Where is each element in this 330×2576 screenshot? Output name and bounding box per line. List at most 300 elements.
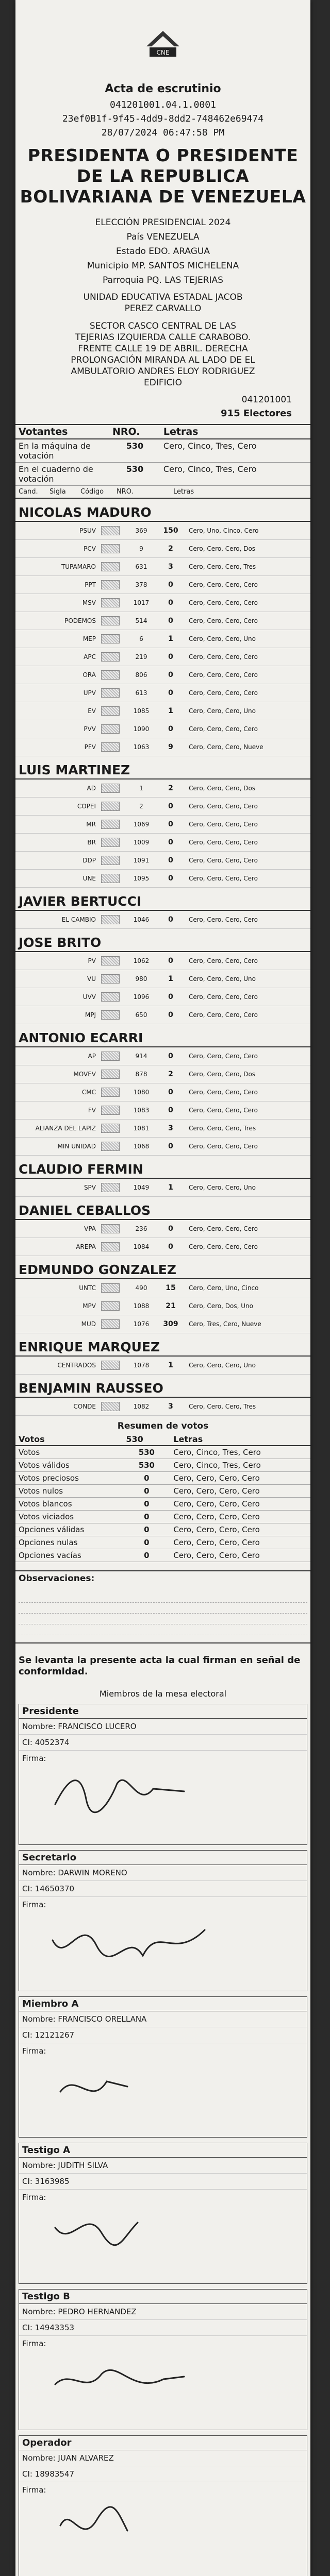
party-logo-icon (101, 670, 120, 680)
handwritten-signature-icon (50, 2056, 215, 2123)
member-role: Presidente (19, 1704, 307, 1719)
party-acronym: COPEI (77, 803, 96, 810)
table-row (15, 1536, 310, 1549)
party-votes-letters: Cero, Cero, Cero, Cero (189, 875, 258, 882)
party-row (15, 870, 310, 888)
party-logo-icon (101, 1010, 120, 1020)
party-acronym: ORA (82, 671, 96, 679)
member-role: Testigo B (19, 2290, 307, 2304)
voters-nro-header: NRO. (109, 425, 160, 439)
party-row (15, 666, 310, 684)
party-votes: 9 (168, 743, 173, 751)
party-acronym: VU (87, 975, 96, 982)
member-block (19, 2435, 307, 2576)
candidates-list (15, 503, 310, 1416)
party-votes-letters: Cero, Cero, Cero, Cero (189, 803, 258, 810)
conformity-statement: Se levanta la presente acta la cual firman en señal de conformidad. (19, 1655, 301, 1677)
logo-area (15, 0, 310, 77)
candidate-name: ANTONIO ECARRI (15, 1028, 310, 1047)
signature-label: Firma: (22, 2339, 46, 2348)
table-row (15, 1472, 310, 1485)
party-code: 1083 (133, 1107, 150, 1114)
summary-body (15, 1446, 310, 1562)
summary-nro: 0 (123, 1523, 170, 1536)
acta-datetime: 28/07/2024 06:47:58 PM (101, 127, 225, 138)
party-votes-letters: Cero, Uno, Cinco, Cero (189, 527, 259, 534)
state: Estado EDO. ARAGUA (116, 246, 210, 257)
member-block (19, 1850, 307, 1991)
party-code: 1082 (133, 1403, 150, 1410)
party-row (15, 522, 310, 540)
summary-letters: Cero, Cinco, Tres, Cero (170, 1459, 310, 1472)
signature-label: Firma: (22, 1754, 46, 1763)
party-code: 514 (135, 617, 147, 624)
election-name: ELECCIÓN PRESIDENCIAL 2024 (95, 217, 231, 228)
party-row (15, 558, 310, 576)
party-row (15, 720, 310, 738)
party-acronym: BR (87, 839, 96, 846)
party-acronym: ALIANZA DEL LAPIZ (35, 1125, 96, 1132)
party-row (15, 1297, 310, 1315)
party-votes: 3 (168, 1124, 173, 1132)
header (15, 82, 310, 419)
party-logo-icon (101, 1183, 120, 1192)
party-acronym: DDP (82, 857, 96, 864)
party-logo-icon (101, 742, 120, 752)
party-votes-letters: Cero, Cero, Cero, Tres (189, 563, 256, 570)
party-row (15, 540, 310, 558)
party-logo-icon (101, 856, 120, 865)
member-id: CI: 3163985 (19, 2174, 307, 2190)
country: País VENEZUELA (126, 232, 200, 242)
party-row (15, 612, 310, 630)
member-role: Testigo A (19, 2143, 307, 2158)
voters-label: En la máquina de votación (15, 439, 109, 463)
party-votes-letters: Cero, Cero, Cero, Dos (189, 545, 256, 552)
party-acronym: EV (88, 707, 96, 715)
summary-letters: Cero, Cero, Cero, Cero (170, 1485, 310, 1498)
member-signature-area (19, 2190, 307, 2283)
party-votes: 0 (168, 993, 173, 1001)
party-votes: 150 (163, 527, 178, 535)
party-votes-letters: Cero, Cero, Cero, Cero (189, 993, 258, 1001)
summary-nro: 0 (123, 1485, 170, 1498)
handwritten-signature-icon (50, 1763, 215, 1830)
party-acronym: UVV (82, 993, 96, 1001)
party-votes-letters: Cero, Cero, Cero, Cero (189, 725, 258, 733)
party-acronym: PCV (84, 545, 96, 552)
member-name: Nombre: JUAN ALVAREZ (19, 2450, 307, 2466)
party-acronym: PVV (84, 725, 96, 733)
party-votes-letters: Cero, Cero, Cero, Cero (189, 1243, 258, 1250)
party-row (15, 1138, 310, 1156)
party-votes-letters: Cero, Cero, Cero, Cero (189, 689, 258, 697)
party-row (15, 1220, 310, 1238)
party-row (15, 911, 310, 929)
party-row (15, 988, 310, 1006)
party-votes-letters: Cero, Cero, Cero, Cero (189, 671, 258, 679)
candidate-name: BENJAMIN RAUSSEO (15, 1379, 310, 1398)
party-code: 236 (135, 1225, 147, 1232)
summary-letters: Cero, Cero, Cero, Cero (170, 1523, 310, 1536)
cne-logo-icon (141, 26, 185, 62)
summary-letters: Cero, Cinco, Tres, Cero (170, 1446, 310, 1459)
party-code: 1017 (133, 599, 150, 606)
party-code: 2 (139, 803, 143, 810)
member-signature-area (19, 2043, 307, 2137)
party-code: 1068 (133, 1143, 150, 1150)
member-name: Nombre: DARWIN MORENO (19, 1865, 307, 1881)
voting-center: UNIDAD EDUCATIVA ESTADAL JACOB PEREZ CARVALLO (83, 292, 243, 314)
party-code: 219 (135, 653, 147, 660)
acta-code: 041201001.04.1.0001 (110, 99, 216, 110)
party-logo-icon (101, 598, 120, 607)
party-votes-letters: Cero, Cero, Cero, Cero (189, 1011, 258, 1019)
party-votes: 0 (168, 802, 173, 810)
party-logo-icon (101, 1224, 120, 1233)
receipt-paper (15, 0, 310, 2576)
summary-label: Opciones nulas (15, 1536, 123, 1549)
party-votes: 15 (166, 1284, 176, 1292)
party-row (15, 738, 310, 756)
party-votes-letters: Cero, Cero, Cero, Uno (189, 1362, 256, 1369)
summary-label: Votos válidos (15, 1459, 123, 1472)
party-acronym: PFV (84, 743, 96, 751)
party-acronym: MSV (82, 599, 96, 606)
party-votes-letters: Cero, Cero, Cero, Cero (189, 653, 258, 660)
candidate-name: NICOLAS MADURO (15, 503, 310, 522)
summary-nro: 0 (123, 1472, 170, 1485)
party-logo-icon (101, 974, 120, 984)
party-row (15, 834, 310, 852)
observations-lines (19, 1592, 307, 1635)
party-votes: 0 (168, 1011, 173, 1019)
party-votes: 1 (168, 1183, 173, 1192)
party-code: 1081 (133, 1125, 150, 1132)
summary-letters: Cero, Cero, Cero, Cero (170, 1498, 310, 1511)
party-logo-icon (101, 1106, 120, 1115)
party-logo-icon (101, 526, 120, 535)
handwritten-signature-icon (50, 1909, 215, 1976)
municipality: Municipio MP. SANTOS MICHELENA (87, 261, 239, 271)
party-code: 613 (135, 689, 147, 697)
candidate-name: EDMUNDO GONZALEZ (15, 1260, 310, 1279)
party-acronym: PSUV (79, 527, 96, 534)
parish: Parroquia PQ. LAS TEJERIAS (103, 275, 223, 285)
party-code: 1062 (133, 957, 150, 964)
party-votes-letters: Cero, Cero, Cero, Dos (189, 1071, 256, 1078)
party-logo-icon (101, 1301, 120, 1311)
party-row (15, 798, 310, 816)
party-votes-letters: Cero, Cero, Cero, Uno (189, 635, 256, 642)
signature-label: Firma: (22, 2193, 46, 2202)
party-row (15, 1279, 310, 1297)
voters-letters-header: Letras (160, 425, 310, 439)
party-votes-letters: Cero, Cero, Cero, Cero (189, 581, 258, 588)
col-letras: Letras (173, 488, 194, 496)
party-logo-icon (101, 1070, 120, 1079)
voters-table (15, 424, 310, 486)
party-votes-letters: Cero, Cero, Cero, Cero (189, 957, 258, 964)
party-acronym: MUD (81, 1320, 96, 1328)
voters-nro: 530 (109, 439, 160, 463)
member-name: Nombre: FRANCISCO LUCERO (19, 1719, 307, 1735)
party-code: 980 (135, 975, 147, 982)
party-row (15, 1047, 310, 1065)
party-logo-icon (101, 1402, 120, 1411)
summary-label: Votos nulos (15, 1485, 123, 1498)
party-code: 1 (139, 785, 143, 792)
party-logo-icon (101, 915, 120, 924)
candidate-name: LUIS MARTINEZ (15, 760, 310, 779)
voters-letters: Cero, Cinco, Tres, Cero (160, 439, 310, 463)
party-votes: 2 (168, 545, 173, 553)
party-row (15, 630, 310, 648)
col-sigla: Sigla (50, 488, 66, 496)
party-votes-letters: Cero, Cero, Cero, Dos (189, 785, 256, 792)
party-votes: 21 (166, 1302, 176, 1310)
party-acronym: AP (88, 1053, 96, 1060)
party-code: 1091 (133, 857, 150, 864)
party-code: 1090 (133, 725, 150, 733)
party-row (15, 1357, 310, 1375)
table-row (15, 1549, 310, 1562)
party-acronym: AREPA (76, 1243, 96, 1250)
party-acronym: UNTC (79, 1284, 96, 1292)
party-acronym: EL CAMBIO (61, 916, 96, 923)
party-logo-icon (101, 706, 120, 716)
party-votes-letters: Cero, Cero, Cero, Cero (189, 1053, 258, 1060)
party-votes: 309 (163, 1320, 178, 1328)
party-row (15, 852, 310, 870)
summary-label: Votos preciosos (15, 1472, 123, 1485)
summary-letters: Cero, Cero, Cero, Cero (170, 1549, 310, 1562)
party-acronym: TUPAMARO (61, 563, 96, 570)
party-code: 1046 (133, 916, 150, 923)
party-logo-icon (101, 634, 120, 643)
candidate-name: ENRIQUE MARQUEZ (15, 1337, 310, 1357)
party-acronym: APC (84, 653, 96, 660)
member-role: Miembro A (19, 1997, 307, 2011)
party-votes: 0 (168, 581, 173, 589)
party-code: 1078 (133, 1362, 150, 1369)
party-code: 1049 (133, 1184, 150, 1191)
party-row (15, 1315, 310, 1333)
party-logo-icon (101, 688, 120, 698)
party-code: 1095 (133, 875, 150, 882)
center-code: 041201001 (241, 395, 292, 405)
member-role: Secretario (19, 1851, 307, 1865)
party-votes-letters: Cero, Cero, Cero, Cero (189, 1225, 258, 1232)
party-votes-letters: Cero, Cero, Dos, Uno (189, 1302, 253, 1310)
party-votes: 1 (168, 1361, 173, 1369)
party-votes-letters: Cero, Cero, Cero, Nueve (189, 743, 263, 751)
col-cand: Cand. (19, 488, 38, 496)
party-logo-icon (101, 820, 120, 829)
party-votes: 0 (168, 874, 173, 883)
signature-label: Firma: (22, 2485, 46, 2495)
table-row (15, 1446, 310, 1459)
party-row (15, 952, 310, 970)
party-votes: 0 (168, 689, 173, 697)
party-logo-icon (101, 1242, 120, 1251)
voters-nro: 530 (109, 463, 160, 486)
member-name: Nombre: PEDRO HERNANDEZ (19, 2304, 307, 2320)
voters-col-header: Votantes (15, 425, 109, 439)
table-row (15, 439, 310, 463)
candidate-name: JOSE BRITO (15, 933, 310, 952)
member-signature-area (19, 1751, 307, 1844)
party-code: 9 (139, 545, 143, 552)
party-row (15, 1398, 310, 1416)
summary-nro: 0 (123, 1536, 170, 1549)
member-name: Nombre: JUDITH SILVA (19, 2158, 307, 2174)
party-votes-letters: Cero, Cero, Cero, Tres (189, 1125, 256, 1132)
table-row (15, 1459, 310, 1472)
party-votes: 0 (168, 599, 173, 607)
member-signature-area (19, 2336, 307, 2430)
party-votes-letters: Cero, Cero, Uno, Cinco (189, 1284, 259, 1292)
member-id: CI: 12121267 (19, 2027, 307, 2043)
member-signature-area (19, 2482, 307, 2576)
party-logo-icon (101, 580, 120, 589)
party-votes: 0 (168, 671, 173, 679)
party-logo-icon (101, 652, 120, 662)
party-acronym: SPV (84, 1184, 96, 1191)
member-block (19, 1996, 307, 2138)
party-logo-icon (101, 784, 120, 793)
party-code: 806 (135, 671, 147, 679)
party-logo-icon (101, 724, 120, 734)
voters-letters: Cero, Cinco, Tres, Cero (160, 463, 310, 486)
party-code: 1096 (133, 993, 150, 1001)
party-row (15, 1120, 310, 1138)
party-row (15, 1065, 310, 1083)
summary-nro: 530 (123, 1446, 170, 1459)
party-acronym: FV (88, 1107, 96, 1114)
party-code: 490 (135, 1284, 147, 1292)
party-logo-icon (101, 616, 120, 625)
party-votes-letters: Cero, Tres, Cero, Nueve (189, 1320, 261, 1328)
party-code: 631 (135, 563, 147, 570)
observations-label: Observaciones: (19, 1573, 95, 1584)
observations-box (15, 1570, 310, 1643)
party-row (15, 1101, 310, 1120)
party-votes: 0 (168, 838, 173, 846)
col-codigo: Código (80, 488, 104, 496)
candidate-name: DANIEL CEBALLOS (15, 1201, 310, 1220)
party-acronym: PODEMOS (64, 617, 96, 624)
party-votes: 0 (168, 1142, 173, 1150)
summary-title: Resumen de votos (117, 1421, 209, 1431)
party-acronym: AD (87, 785, 96, 792)
party-logo-icon (101, 1124, 120, 1133)
party-acronym: PPT (85, 581, 96, 588)
party-votes-letters: Cero, Cero, Cero, Cero (189, 916, 258, 923)
party-row (15, 1238, 310, 1256)
receipt (15, 0, 310, 2576)
summary-letters: Cero, Cero, Cero, Cero (170, 1511, 310, 1523)
party-acronym: MR (86, 821, 96, 828)
table-row (15, 1498, 310, 1511)
party-votes: 1 (168, 635, 173, 643)
party-acronym: MPV (82, 1302, 96, 1310)
summary-nro: 0 (123, 1498, 170, 1511)
party-row (15, 816, 310, 834)
party-logo-icon (101, 1361, 120, 1370)
election-office: PRESIDENTA O PRESIDENTE DE LA REPUBLICA BOLIVARIANA DE VENEZUELA (20, 145, 306, 207)
svg-text:CNE: CNE (156, 49, 170, 56)
member-block (19, 2143, 307, 2284)
party-votes: 1 (168, 975, 173, 983)
party-acronym: CENTRADOS (57, 1362, 96, 1369)
member-id: CI: 4052374 (19, 1735, 307, 1751)
summary-label: Opciones vacías (15, 1549, 123, 1562)
handwritten-signature-icon (50, 2348, 215, 2415)
party-votes: 0 (168, 1225, 173, 1233)
party-votes-letters: Cero, Cero, Cero, Cero (189, 1143, 258, 1150)
signature-label: Firma: (22, 2046, 46, 2056)
party-acronym: MPJ (85, 1011, 96, 1019)
party-votes-letters: Cero, Cero, Cero, Cero (189, 1089, 258, 1096)
party-votes: 0 (168, 1052, 173, 1060)
party-acronym: VPA (84, 1225, 96, 1232)
party-row (15, 594, 310, 612)
candidate-name: CLAUDIO FERMIN (15, 1160, 310, 1179)
party-acronym: UPV (83, 689, 96, 697)
party-code: 6 (139, 635, 143, 642)
summary-letters: Cero, Cero, Cero, Cero (170, 1536, 310, 1549)
summary-label: Opciones válidas (15, 1523, 123, 1536)
party-acronym: CONDE (73, 1403, 96, 1410)
table-row (15, 1485, 310, 1498)
party-code: 1080 (133, 1089, 150, 1096)
summary-col-votos: Votos (15, 1433, 123, 1446)
party-acronym: MIN UNIDAD (57, 1143, 96, 1150)
party-acronym: UNE (82, 875, 96, 882)
members-title: Miembros de la mesa electoral (99, 1689, 227, 1699)
party-votes: 0 (168, 725, 173, 733)
party-code: 369 (135, 527, 147, 534)
party-votes: 1 (168, 707, 173, 715)
party-votes-letters: Cero, Cero, Cero, Cero (189, 857, 258, 864)
member-name: Nombre: FRANCISCO ORELLANA (19, 2011, 307, 2027)
member-id: CI: 14943353 (19, 2320, 307, 2336)
party-row (15, 1179, 310, 1197)
table-row (15, 463, 310, 486)
party-code: 1063 (133, 743, 150, 751)
party-logo-icon (101, 802, 120, 811)
summary-col-nro: 530 (123, 1433, 170, 1446)
summary-col-letras: Letras (170, 1433, 310, 1446)
party-logo-icon (101, 992, 120, 1002)
party-votes-letters: Cero, Cero, Cero, Uno (189, 1184, 256, 1191)
summary-nro: 0 (123, 1511, 170, 1523)
member-id: CI: 18983547 (19, 2466, 307, 2482)
party-code: 878 (135, 1071, 147, 1078)
member-id: CI: 14650370 (19, 1881, 307, 1897)
handwritten-signature-icon (50, 2202, 215, 2269)
party-acronym: MOVEV (73, 1071, 96, 1078)
party-row (15, 576, 310, 594)
party-code: 1069 (133, 821, 150, 828)
voting-center-address: SECTOR CASCO CENTRAL DE LAS TEJERIAS IZQUIERDA CALLE CARABOBO. FRENTE CALLE 19 DE ABRIL. DERECHA PROLONGACIÓN MIRANDA AL LADO DE EL AMBULATORIO ANDRES ELOY RODRIGUEZ EDIFICIO (71, 321, 255, 388)
summary-nro: 530 (123, 1459, 170, 1472)
party-row (15, 779, 310, 798)
candidate-name: JAVIER BERTUCCI (15, 892, 310, 911)
party-votes: 3 (168, 1402, 173, 1411)
party-votes-letters: Cero, Cero, Cero, Uno (189, 975, 256, 982)
